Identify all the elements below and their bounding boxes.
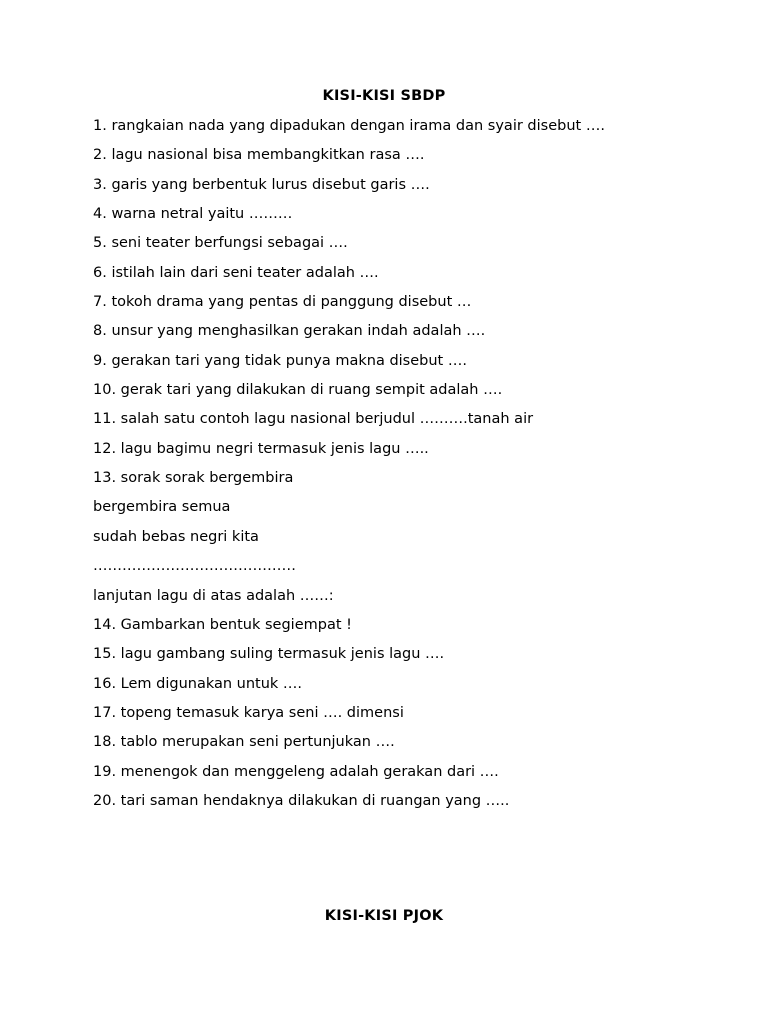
question-line: 15. lagu gambang suling termasuk jenis lagu …. bbox=[93, 646, 445, 663]
section-title-pjok: KISI-KISI PJOK bbox=[324, 908, 444, 924]
lyric-line: sudah bebas negri kita bbox=[93, 528, 259, 545]
question-line: 13. sorak sorak bergembira bbox=[93, 470, 294, 487]
lyric-line: bergembira semua bbox=[93, 499, 231, 516]
question-line: 4. warna netral yaitu ……… bbox=[93, 206, 293, 223]
question-line: 17. topeng temasuk karya seni …. dimensi bbox=[93, 704, 404, 721]
question-line: 19. menengok dan menggeleng adalah gerakan dari …. bbox=[93, 763, 499, 780]
question-list bbox=[93, 116, 733, 820]
blank-line: …………………………………… bbox=[93, 558, 296, 575]
question-line: 8. unsur yang menghasilkan gerakan indah adalah …. bbox=[93, 323, 486, 340]
question-line: 14. Gambarkan bentuk segiempat ! bbox=[93, 616, 352, 633]
question-line: 10. gerak tari yang dilakukan di ruang sempit adalah …. bbox=[93, 382, 503, 399]
question-line: 7. tokoh drama yang pentas di panggung disebut … bbox=[93, 294, 472, 311]
section-title-sbdp: KISI-KISI SBDP bbox=[322, 88, 446, 104]
question-line: 6. istilah lain dari seni teater adalah …. bbox=[93, 264, 379, 281]
question-line: 11. salah satu contoh lagu nasional berjudul ……….tanah air bbox=[93, 411, 534, 428]
question-line: 2. lagu nasional bisa membangkitkan rasa …. bbox=[93, 147, 425, 164]
question-line: 1. rangkaian nada yang dipadukan dengan irama dan syair disebut …. bbox=[93, 118, 605, 134]
question-line: 5. seni teater berfungsi sebagai …. bbox=[93, 235, 348, 252]
question-line: 9. gerakan tari yang tidak punya makna disebut …. bbox=[93, 352, 467, 369]
question-line: 18. tablo merupakan seni pertunjukan …. bbox=[93, 734, 395, 751]
question-line: 20. tari saman hendaknya dilakukan di ruangan yang ….. bbox=[93, 792, 510, 809]
question-line: 12. lagu bagimu negri termasuk jenis lagu ….. bbox=[93, 440, 429, 457]
question-line: lanjutan lagu di atas adalah ……: bbox=[93, 587, 334, 604]
question-line: 3. garis yang berbentuk lurus disebut garis …. bbox=[93, 176, 430, 193]
question-line: 16. Lem digunakan untuk …. bbox=[93, 675, 303, 692]
